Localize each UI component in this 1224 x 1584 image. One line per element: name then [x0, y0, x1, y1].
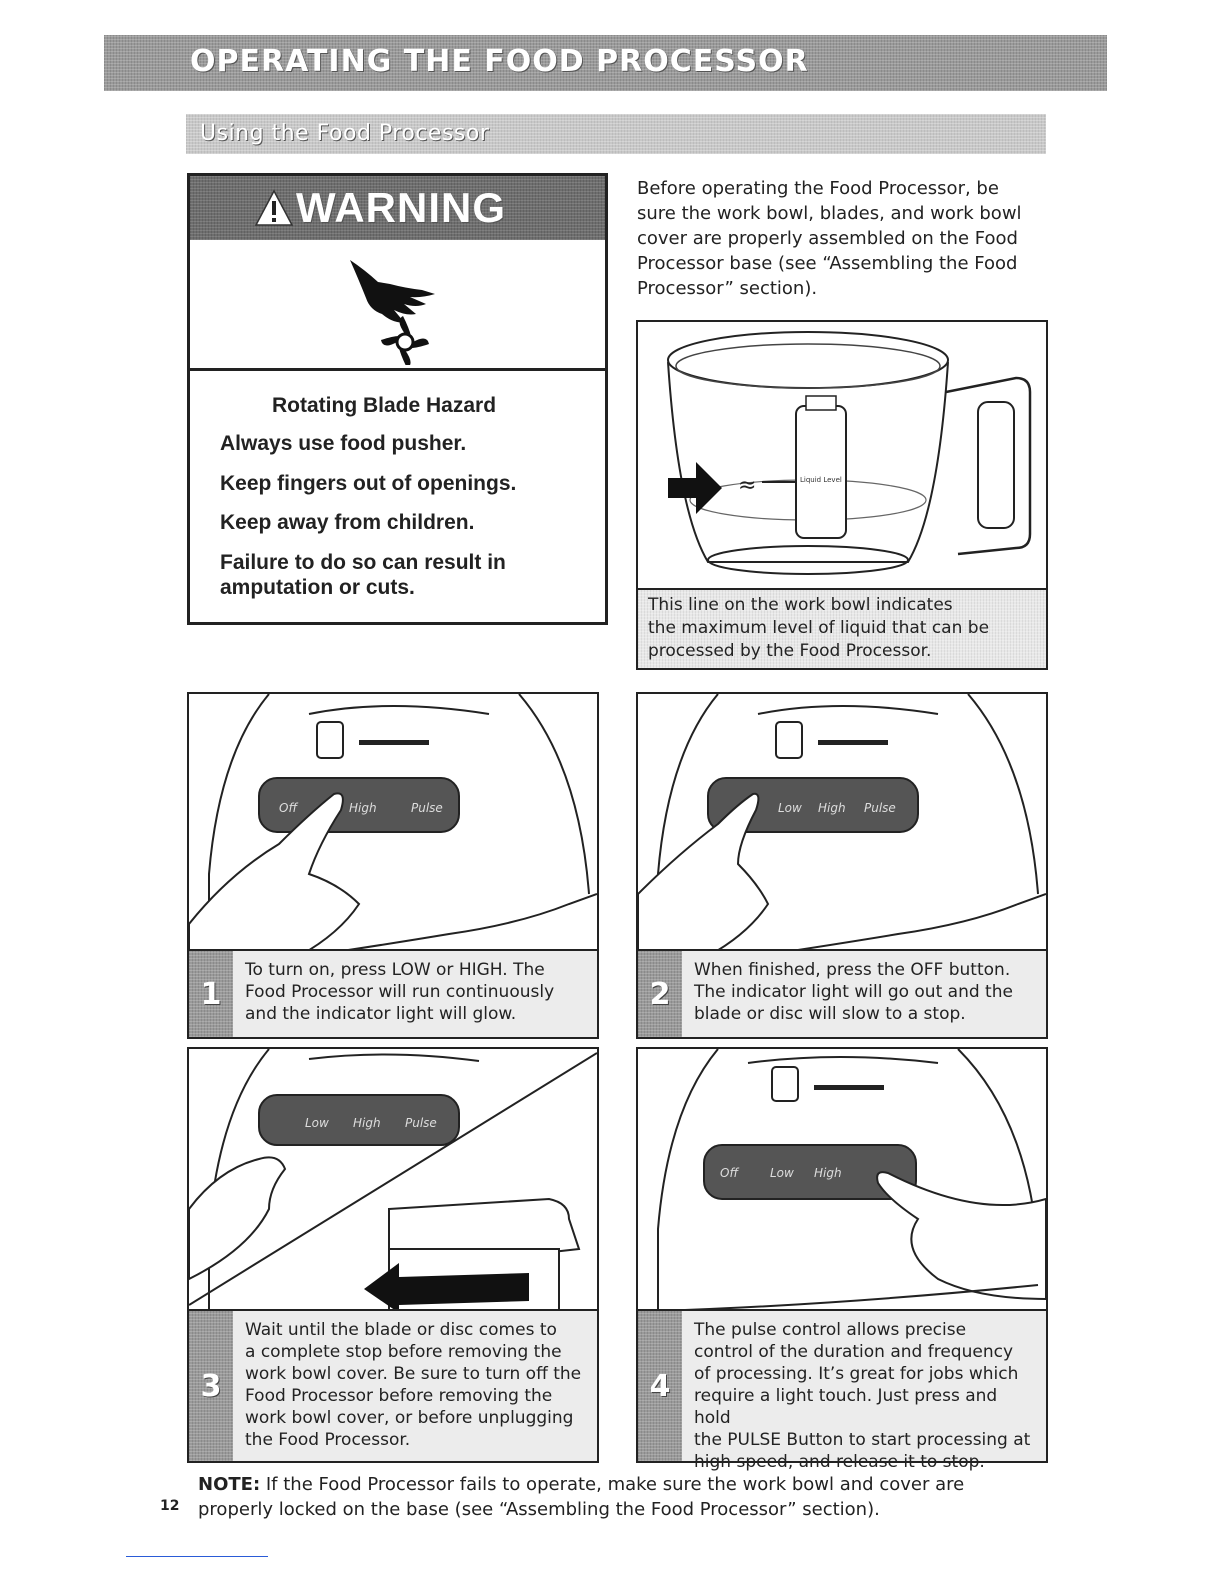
note-paragraph: [198, 1472, 1078, 1522]
step-4-caption: The pulse control allows precise control of the duration and frequency of processing. It’s great for jobs which require a light touch. Just press and hold the PULSE Button to start processing at high speed, and release it to stop.: [694, 1320, 1031, 1472]
step-panel-3: [187, 1047, 599, 1463]
warning-line-2: Keep fingers out of openings.: [220, 472, 517, 495]
warning-heading-wrap: [254, 184, 506, 232]
step-3-btn-3: Pulse: [405, 1116, 437, 1130]
step-4-btn-3: High: [814, 1166, 842, 1180]
page-title: OPERATING THE FOOD PROCESSOR: [190, 44, 809, 79]
step-3-illustration: [189, 1049, 597, 1313]
step-3-btn-2: High: [353, 1116, 381, 1130]
step-2-btn-3: Pulse: [864, 801, 896, 815]
warning-line-4: Failure to do so can result in amputation or cuts.: [220, 551, 506, 599]
header-bar: [104, 35, 1107, 91]
step-3-btn-1: Low: [305, 1116, 329, 1130]
step-3-caption: Wait until the blade or disc comes to a complete stop before removing the work bowl cover. Be sure to turn off the Food Processor before removing the work bowl cover, or before unplugging the Food Processor.: [245, 1320, 582, 1450]
step-1-btn-2: High: [349, 801, 377, 815]
step-1-caption: To turn on, press LOW or HIGH. The Food Processor will run continuously and the indicator light will glow.: [245, 960, 555, 1024]
bowl-figure: [636, 320, 1048, 670]
warning-header: [190, 176, 605, 243]
step-2-btn-1: Low: [778, 801, 802, 815]
step-4-illustration: [638, 1049, 1046, 1313]
step-panel-2: [636, 692, 1048, 1039]
step-1-btn-3: Pulse: [411, 801, 443, 815]
bowl-caption: This line on the work bowl indicates the maximum level of liquid that can be processed by the Food Processor.: [648, 595, 990, 661]
warning-triangle-icon: [254, 189, 294, 227]
svg-text:≈: ≈: [738, 473, 757, 498]
page-number: 12: [160, 1498, 180, 1514]
hazard-pictogram: [190, 240, 605, 371]
step-1-caption-box: [189, 949, 597, 1037]
note-text: If the Food Processor fails to operate, make sure the work bowl and cover are properly locked on the base (see “Assembling the Food Processor” section).: [198, 1474, 965, 1520]
step-2-caption: When finished, press the OFF button. The indicator light will go out and the blade or disc will slow to a stop.: [694, 960, 1013, 1024]
step-4-number: 4: [638, 1311, 682, 1461]
warning-line-3: Keep away from children.: [220, 511, 475, 534]
intro-paragraph: Before operating the Food Processor, be sure the work bowl, blades, and work bowl cover are properly assembled on the Food Processor base (see “Assembling the Food Processor” section).: [637, 178, 1022, 299]
warning-line-1: Always use food pusher.: [220, 432, 467, 455]
step-2-number: 2: [638, 951, 682, 1037]
step-2-illustration: [638, 694, 1046, 956]
step-2-caption-box: [638, 949, 1046, 1037]
hazard-title: Rotating Blade Hazard: [272, 394, 497, 417]
step-panel-4: [636, 1047, 1048, 1472]
section-bar: [186, 114, 1046, 154]
step-1-illustration: [189, 694, 597, 956]
step-4-btn-2: Low: [770, 1166, 794, 1180]
warning-box: [187, 173, 608, 625]
note-label: NOTE:: [198, 1474, 261, 1495]
liquid-level-label: Liquid Level: [800, 476, 842, 484]
step-2-btn-2: High: [818, 801, 846, 815]
step-3-caption-box: [189, 1309, 597, 1461]
footer-rule: [126, 1556, 268, 1557]
hand-blade-hazard-icon: [190, 240, 605, 365]
section-title: Using the Food Processor: [200, 121, 490, 146]
step-panel-1: [187, 692, 599, 1039]
step-3-number: 3: [189, 1311, 233, 1461]
work-bowl-illustration: [638, 322, 1046, 590]
step-4-btn-1: Off: [720, 1166, 739, 1180]
step-1-number: 1: [189, 951, 233, 1037]
bowl-caption-box: [638, 588, 1046, 668]
step-4-caption-box: [638, 1309, 1046, 1472]
warning-heading: WARNING: [296, 184, 506, 231]
step-1-btn-1: Off: [279, 801, 298, 815]
